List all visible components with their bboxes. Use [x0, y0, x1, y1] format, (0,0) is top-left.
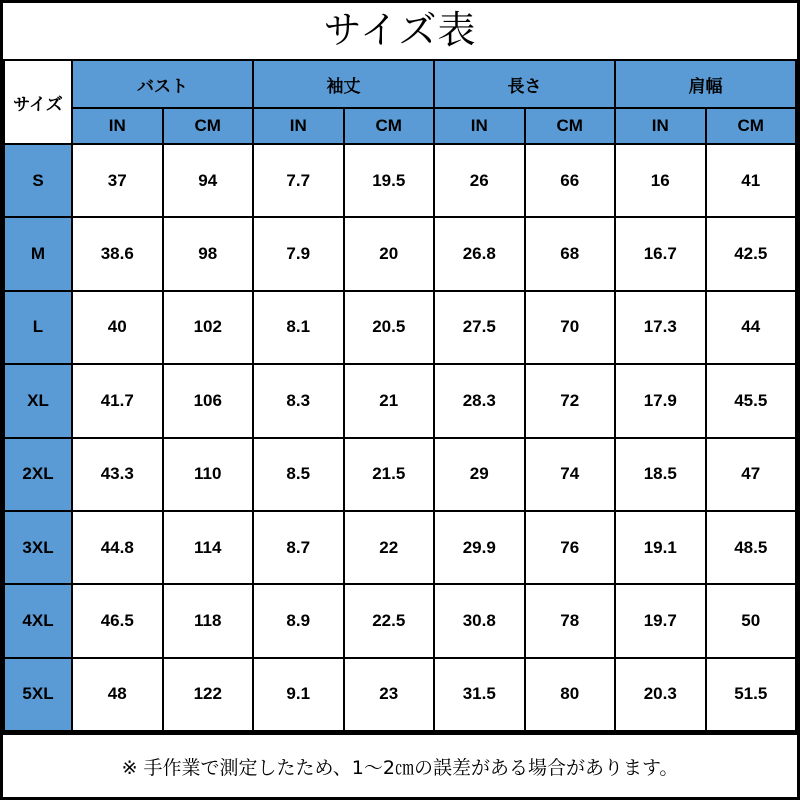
header-size-label: サイズ — [4, 60, 72, 144]
cell-value: 70 — [525, 291, 616, 364]
cell-value: 7.7 — [253, 144, 344, 217]
table-row — [4, 291, 796, 364]
table-row — [4, 658, 796, 731]
cell-value: 31.5 — [434, 658, 525, 731]
cell-value: 80 — [525, 658, 616, 731]
cell-value: 46.5 — [72, 584, 163, 657]
cell-value: 50 — [706, 584, 797, 657]
cell-value: 23 — [344, 658, 435, 731]
cell-value: 48.5 — [706, 511, 797, 584]
cell-value: 41.7 — [72, 364, 163, 437]
table-row — [4, 438, 796, 511]
row-size-label: 2XL — [4, 438, 72, 511]
cell-value: 102 — [163, 291, 254, 364]
cell-value: 68 — [525, 217, 616, 290]
cell-value: 26 — [434, 144, 525, 217]
cell-value: 22 — [344, 511, 435, 584]
cell-value: 8.3 — [253, 364, 344, 437]
cell-value: 47 — [706, 438, 797, 511]
header-unit-2: IN — [253, 108, 344, 144]
cell-value: 16.7 — [615, 217, 706, 290]
cell-value: 122 — [163, 658, 254, 731]
page-title: サイズ表 — [323, 8, 477, 52]
cell-value: 8.9 — [253, 584, 344, 657]
cell-value: 21 — [344, 364, 435, 437]
cell-value: 66 — [525, 144, 616, 217]
table-row — [4, 511, 796, 584]
cell-value: 20.3 — [615, 658, 706, 731]
cell-value: 27.5 — [434, 291, 525, 364]
row-size-label: XL — [4, 364, 72, 437]
cell-value: 21.5 — [344, 438, 435, 511]
cell-value: 76 — [525, 511, 616, 584]
header-unit-5: CM — [525, 108, 616, 144]
cell-value: 29 — [434, 438, 525, 511]
cell-value: 48 — [72, 658, 163, 731]
cell-value: 18.5 — [615, 438, 706, 511]
header-group-bust: バスト — [72, 60, 253, 108]
cell-value: 110 — [163, 438, 254, 511]
size-table — [3, 59, 797, 732]
cell-value: 19.1 — [615, 511, 706, 584]
row-size-label: 3XL — [4, 511, 72, 584]
table-header-groups — [4, 60, 796, 108]
cell-value: 72 — [525, 364, 616, 437]
cell-value: 29.9 — [434, 511, 525, 584]
cell-value: 94 — [163, 144, 254, 217]
cell-value: 42.5 — [706, 217, 797, 290]
cell-value: 44.8 — [72, 511, 163, 584]
header-group-shoulder: 肩幅 — [615, 60, 796, 108]
cell-value: 30.8 — [434, 584, 525, 657]
cell-value: 37 — [72, 144, 163, 217]
cell-value: 17.9 — [615, 364, 706, 437]
header-unit-1: CM — [163, 108, 254, 144]
row-size-label: L — [4, 291, 72, 364]
row-size-label: S — [4, 144, 72, 217]
cell-value: 51.5 — [706, 658, 797, 731]
cell-value: 43.3 — [72, 438, 163, 511]
header-group-length: 長さ — [434, 60, 615, 108]
cell-value: 8.7 — [253, 511, 344, 584]
cell-value: 78 — [525, 584, 616, 657]
header-unit-3: CM — [344, 108, 435, 144]
cell-value: 20.5 — [344, 291, 435, 364]
cell-value: 19.7 — [615, 584, 706, 657]
cell-value: 9.1 — [253, 658, 344, 731]
table-row — [4, 217, 796, 290]
cell-value: 98 — [163, 217, 254, 290]
header-unit-0: IN — [72, 108, 163, 144]
cell-value: 26.8 — [434, 217, 525, 290]
cell-value: 8.5 — [253, 438, 344, 511]
row-size-label: M — [4, 217, 72, 290]
cell-value: 41 — [706, 144, 797, 217]
table-row — [4, 144, 796, 217]
cell-value: 45.5 — [706, 364, 797, 437]
cell-value: 40 — [72, 291, 163, 364]
table-header-units — [4, 108, 796, 144]
measurement-note: ※ 手作業で測定したため、1〜2㎝の誤差がある場合があります。 — [3, 732, 797, 797]
cell-value: 28.3 — [434, 364, 525, 437]
header-unit-6: IN — [615, 108, 706, 144]
cell-value: 17.3 — [615, 291, 706, 364]
cell-value: 38.6 — [72, 217, 163, 290]
row-size-label: 4XL — [4, 584, 72, 657]
header-unit-7: CM — [706, 108, 797, 144]
cell-value: 114 — [163, 511, 254, 584]
row-size-label: 5XL — [4, 658, 72, 731]
cell-value: 118 — [163, 584, 254, 657]
cell-value: 22.5 — [344, 584, 435, 657]
cell-value: 8.1 — [253, 291, 344, 364]
cell-value: 7.9 — [253, 217, 344, 290]
header-group-sleeve: 袖丈 — [253, 60, 434, 108]
cell-value: 19.5 — [344, 144, 435, 217]
cell-value: 106 — [163, 364, 254, 437]
table-row — [4, 584, 796, 657]
cell-value: 16 — [615, 144, 706, 217]
cell-value: 44 — [706, 291, 797, 364]
cell-value: 74 — [525, 438, 616, 511]
table-row — [4, 364, 796, 437]
cell-value: 20 — [344, 217, 435, 290]
header-unit-4: IN — [434, 108, 525, 144]
